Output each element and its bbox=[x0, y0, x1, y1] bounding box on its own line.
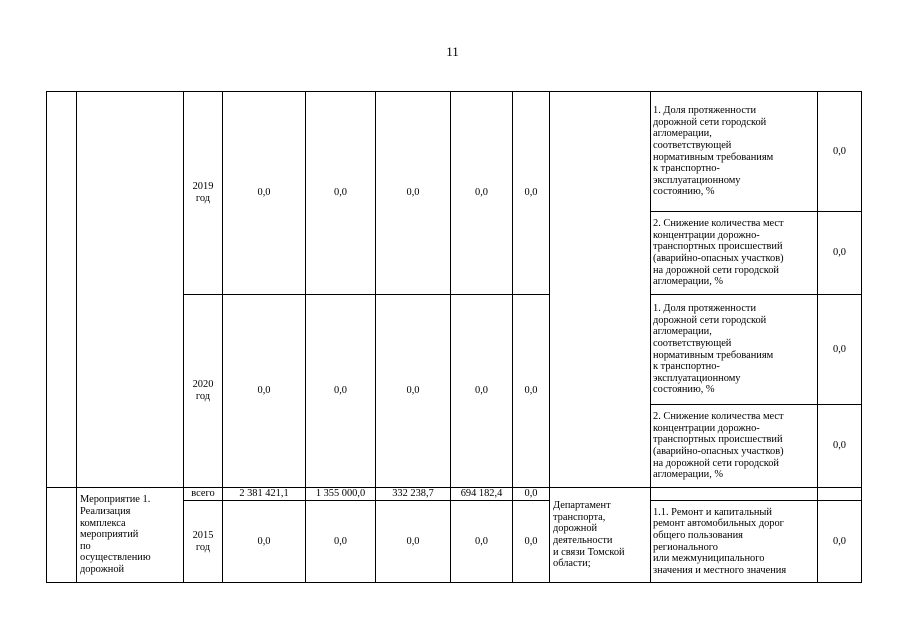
indicator-text: 1. Доля протяженности дорожной сети городской агломерации, соответствующей нормативным требованиям к транспортно- эксплуатационному состоянию, % bbox=[651, 295, 818, 405]
value-cell: 0,0 bbox=[223, 501, 306, 583]
value-cell: 0,0 bbox=[376, 295, 451, 488]
value-cell: 0,0 bbox=[513, 295, 550, 488]
total-value: 694 182,4 bbox=[451, 488, 513, 501]
indicator-value: 0,0 bbox=[818, 92, 862, 212]
year-cell-2020: 2020 год bbox=[184, 295, 223, 488]
indicator-value: 0,0 bbox=[818, 501, 862, 583]
indicator-text: 1. Доля протяженности дорожной сети городской агломерации, соответствующей нормативным требованиям к транспортно- эксплуатационному состоянию, % bbox=[651, 92, 818, 212]
cell-number bbox=[47, 488, 77, 583]
measure-name: Мероприятие 1. Реализация комплекса мероприятий по осуществлению дорожной bbox=[77, 488, 184, 583]
total-label: всего bbox=[184, 488, 223, 501]
program-table bbox=[46, 91, 862, 583]
indicator-text bbox=[651, 488, 818, 501]
page-number: 11 bbox=[446, 44, 459, 59]
year-cell-2015: 2015 год bbox=[184, 501, 223, 583]
value-cell: 0,0 bbox=[451, 295, 513, 488]
value-cell: 0,0 bbox=[223, 295, 306, 488]
indicator-value: 0,0 bbox=[818, 295, 862, 405]
year-cell-2019: 2019 год bbox=[184, 92, 223, 295]
cell-name bbox=[77, 92, 184, 488]
total-value: 0,0 bbox=[513, 488, 550, 501]
value-cell: 0,0 bbox=[306, 92, 376, 295]
executor-cell: Департамент транспорта, дорожной деятельности и связи Томской области; bbox=[550, 488, 651, 583]
table-row bbox=[47, 92, 862, 212]
value-cell: 0,0 bbox=[376, 501, 451, 583]
value-cell: 0,0 bbox=[376, 92, 451, 295]
value-cell: 0,0 bbox=[306, 501, 376, 583]
total-value: 2 381 421,1 bbox=[223, 488, 306, 501]
total-value: 1 355 000,0 bbox=[306, 488, 376, 501]
value-cell: 0,0 bbox=[451, 501, 513, 583]
indicator-value: 0,0 bbox=[818, 405, 862, 488]
value-cell: 0,0 bbox=[306, 295, 376, 488]
indicator-text: 2. Снижение количества мест концентрации дорожно- транспортных происшествий (аварийно-опасных участков) на дорожной сети городской агломерации, % bbox=[651, 405, 818, 488]
value-cell: 0,0 bbox=[513, 501, 550, 583]
table-row bbox=[47, 488, 862, 501]
value-cell: 0,0 bbox=[513, 92, 550, 295]
value-cell: 0,0 bbox=[451, 92, 513, 295]
indicator-text: 2. Снижение количества мест концентрации дорожно- транспортных происшествий (аварийно-опасных участков) на дорожной сети городской агломерации, % bbox=[651, 212, 818, 295]
indicator-value: 0,0 bbox=[818, 212, 862, 295]
value-cell: 0,0 bbox=[223, 92, 306, 295]
cell-number bbox=[47, 92, 77, 488]
executor-cell bbox=[550, 92, 651, 488]
indicator-text: 1.1. Ремонт и капитальный ремонт автомобильных дорог общего пользования регионального или межмуниципального значения и местного значения bbox=[651, 501, 818, 583]
indicator-value bbox=[818, 488, 862, 501]
total-value: 332 238,7 bbox=[376, 488, 451, 501]
